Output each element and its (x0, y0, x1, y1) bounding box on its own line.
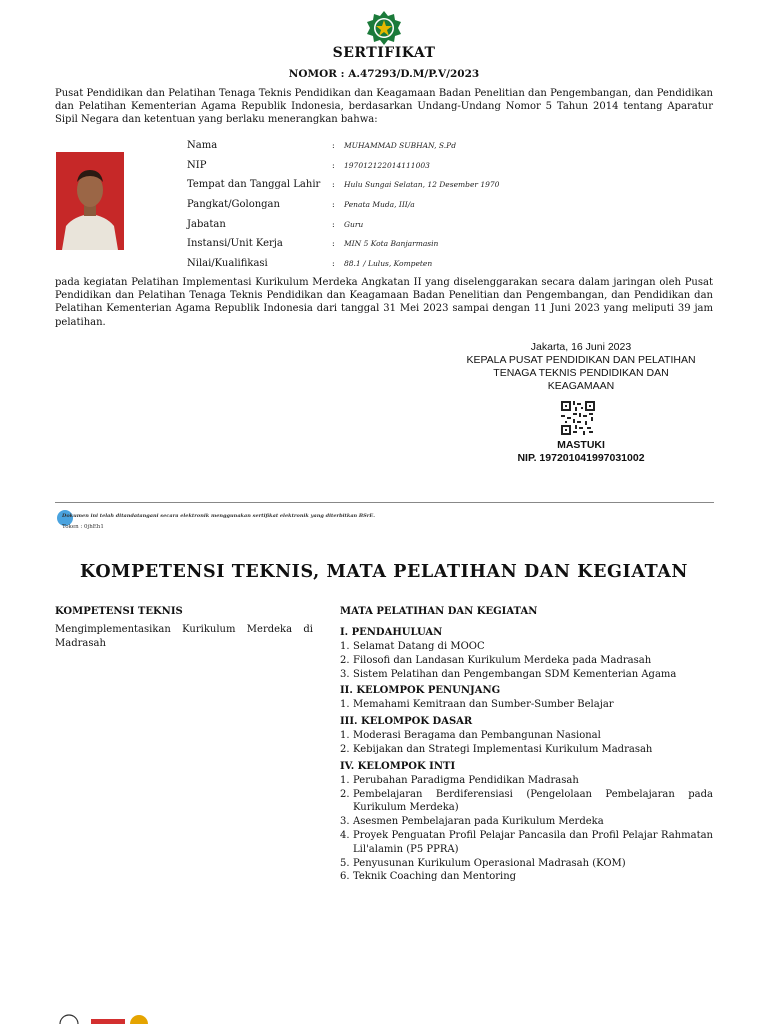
item-text: Perubahan Paradigma Pendidikan Madrasah (353, 774, 579, 786)
item-number: 2. (340, 743, 350, 755)
field-value: MIN 5 Kota Banjarmasin (344, 239, 439, 249)
field-value: Hulu Sungai Selatan, 12 Desember 1970 (344, 180, 500, 190)
field-label: Pangkat/Golongan (187, 199, 280, 211)
item-text: Penyusunan Kurikulum Operasional Madrasah (KOM) (353, 857, 626, 869)
list-item (340, 668, 713, 682)
list-item (340, 870, 713, 884)
esign-footnote: Dokumen ini telah ditandatangani secara elektronik menggunakan sertifikat elektronik yang diterbitkan BSrE. (62, 513, 375, 519)
field-label: Instansi/Unit Kerja (187, 238, 283, 250)
field-row-name (187, 136, 707, 156)
field-row-institution (187, 234, 707, 254)
signatory-name: MASTUKI (557, 439, 605, 451)
signatory-nip: NIP. 197201041997031002 (517, 452, 645, 464)
item-number: 5. (340, 857, 350, 869)
kt-description: Mengimplementasikan Kurikulum Merdeka di Madrasah (55, 624, 313, 649)
list-item (340, 729, 713, 743)
item-number: 3. (340, 816, 350, 828)
item-number: 4. (340, 829, 350, 841)
item-number: 1. (340, 641, 350, 652)
esign-token: Token : 0jhEh1 (62, 524, 104, 530)
group-items (340, 729, 713, 757)
item-text: Sistem Pelatihan dan Pengembangan SDM Kementerian Agama (353, 668, 677, 680)
field-row-rank (187, 195, 707, 215)
item-text: Kebijakan dan Strategi Implementasi Kurikulum Madrasah (353, 743, 653, 755)
field-label: Jabatan (187, 218, 226, 230)
mp-heading: MATA PELATIHAN DAN KEGIATAN (340, 606, 538, 617)
group-title: III. KELOMPOK DASAR (340, 716, 473, 728)
competency-title: KOMPETENSI TEKNIS, MATA PELATIHAN DAN KEGIATAN (79, 562, 689, 582)
list-item (340, 815, 713, 829)
field-value: 88.1 / Lulus, Kompeten (344, 258, 433, 268)
list-item (340, 698, 713, 712)
field-value: MUHAMMAD SUBHAN, S.Pd (344, 141, 457, 151)
kt-heading: KOMPETENSI TEKNIS (55, 606, 183, 617)
field-value: Guru (344, 219, 364, 229)
field-separator: : (332, 180, 335, 190)
item-text: Selamat Datang di MOOC (353, 641, 485, 652)
item-number: 2. (340, 788, 350, 800)
body-paragraph: pada kegiatan Pelatihan Implementasi Kurikulum Merdeka Angkatan II yang diselenggarakan secara dalam jaringan oleh Pusat Pendidikan dan Pelatihan Tenaga Teknis Pendidikan dan Keagamaan Badan Penelitian dan Pengembangan, dan Pendidikan dan Pelatihan Kementerian Agama Republik Indonesia dari tanggal 31 Mei 2023 sampai dengan 11 Juni 2023 yang meliputi 39 jam pelatihan. (55, 277, 713, 328)
field-row-nip (187, 156, 707, 176)
item-number: 1. (340, 774, 350, 786)
item-number: 3. (340, 668, 350, 680)
item-text: Moderasi Beragama dan Pembangunan Nasional (353, 730, 601, 742)
list-item (340, 774, 713, 788)
list-item (340, 743, 713, 757)
item-number: 2. (340, 654, 350, 666)
field-separator: : (332, 239, 335, 249)
signatory-block (450, 439, 712, 465)
list-item (340, 654, 713, 668)
footer-logos-icon (57, 1012, 157, 1024)
item-text: Asesmen Pembelajaran pada Kurikulum Merdeka (353, 816, 604, 828)
field-value: Penata Muda, III/a (344, 200, 415, 210)
certificate-number: NOMOR : A.47293/D.M/P.V/2023 (288, 68, 480, 80)
field-separator: : (332, 200, 335, 210)
field-label: Nama (187, 140, 218, 152)
item-text: Pembelajaran Berdiferensiasi (Pengelolaan Pembelajaran pada Kurikulum Merdeka) (353, 788, 713, 814)
group-title: II. KELOMPOK PENUNJANG (340, 685, 501, 697)
field-separator: : (332, 258, 335, 268)
item-number: 6. (340, 871, 350, 883)
intro-paragraph: Pusat Pendidikan dan Pelatihan Tenaga Teknis Pendidikan dan Keagamaan Badan Penelitian dan Pengembangan, dan Pendidikan dan Pelatihan Kementerian Agama Republik Indonesia, berdasarkan Undang-Undang Nomor 5 Tahun 2014 tentang Aparatur Sipil Negara dan ketentuan yang berlaku menerangkan bahwa: (55, 88, 713, 126)
item-text: Filosofi dan Landasan Kurikulum Merdeka pada Madrasah (353, 654, 652, 666)
participant-details (187, 136, 707, 273)
list-item (340, 788, 713, 816)
divider-line (55, 502, 714, 503)
field-row-score (187, 254, 707, 274)
group-title: I. PENDAHULUAN (340, 627, 443, 638)
certificate-title: SERTIFIKAT (332, 45, 436, 61)
group-title: IV. KELOMPOK INTI (340, 760, 456, 772)
field-label: Nilai/Kualifikasi (187, 257, 268, 269)
item-number: 1. (340, 730, 350, 742)
field-separator: : (332, 141, 335, 151)
list-item (340, 857, 713, 871)
list-item (340, 829, 713, 857)
participant-portrait-icon (56, 152, 124, 250)
signature-block (450, 341, 712, 393)
field-row-birth (187, 175, 707, 195)
group-items (340, 698, 713, 712)
field-row-position (187, 214, 707, 234)
item-text: Memahami Kemitraan dan Sumber-Sumber Belajar (353, 699, 614, 711)
signature-place-date: Jakarta, 16 Juni 2023 (530, 341, 632, 353)
list-item (340, 640, 713, 654)
field-label: NIP (187, 159, 207, 171)
participant-photo (56, 152, 124, 250)
signature-position-line2: TENAGA TEKNIS PENDIDIKAN DAN (493, 367, 669, 379)
item-number: 1. (340, 699, 350, 711)
group-items (340, 774, 713, 884)
field-label: Tempat dan Tanggal Lahir (187, 179, 321, 191)
signature-position-line1: KEPALA PUSAT PENDIDIKAN DAN PELATIHAN (466, 354, 696, 366)
item-text: Proyek Penguatan Profil Pelajar Pancasila dan Profil Pelajar Rahmatan Lil'alamin (P5 PPRA) (353, 829, 713, 855)
item-text: Teknik Coaching dan Mentoring (353, 871, 517, 883)
qr-code-icon (561, 401, 595, 435)
kemenag-logo-icon (366, 10, 402, 46)
group-items (340, 640, 713, 681)
field-separator: : (332, 160, 335, 170)
field-separator: : (332, 219, 335, 229)
field-value: 197012122014111003 (344, 160, 430, 170)
signature-position-line3: KEAGAMAAN (547, 380, 615, 392)
training-subjects (340, 606, 713, 884)
